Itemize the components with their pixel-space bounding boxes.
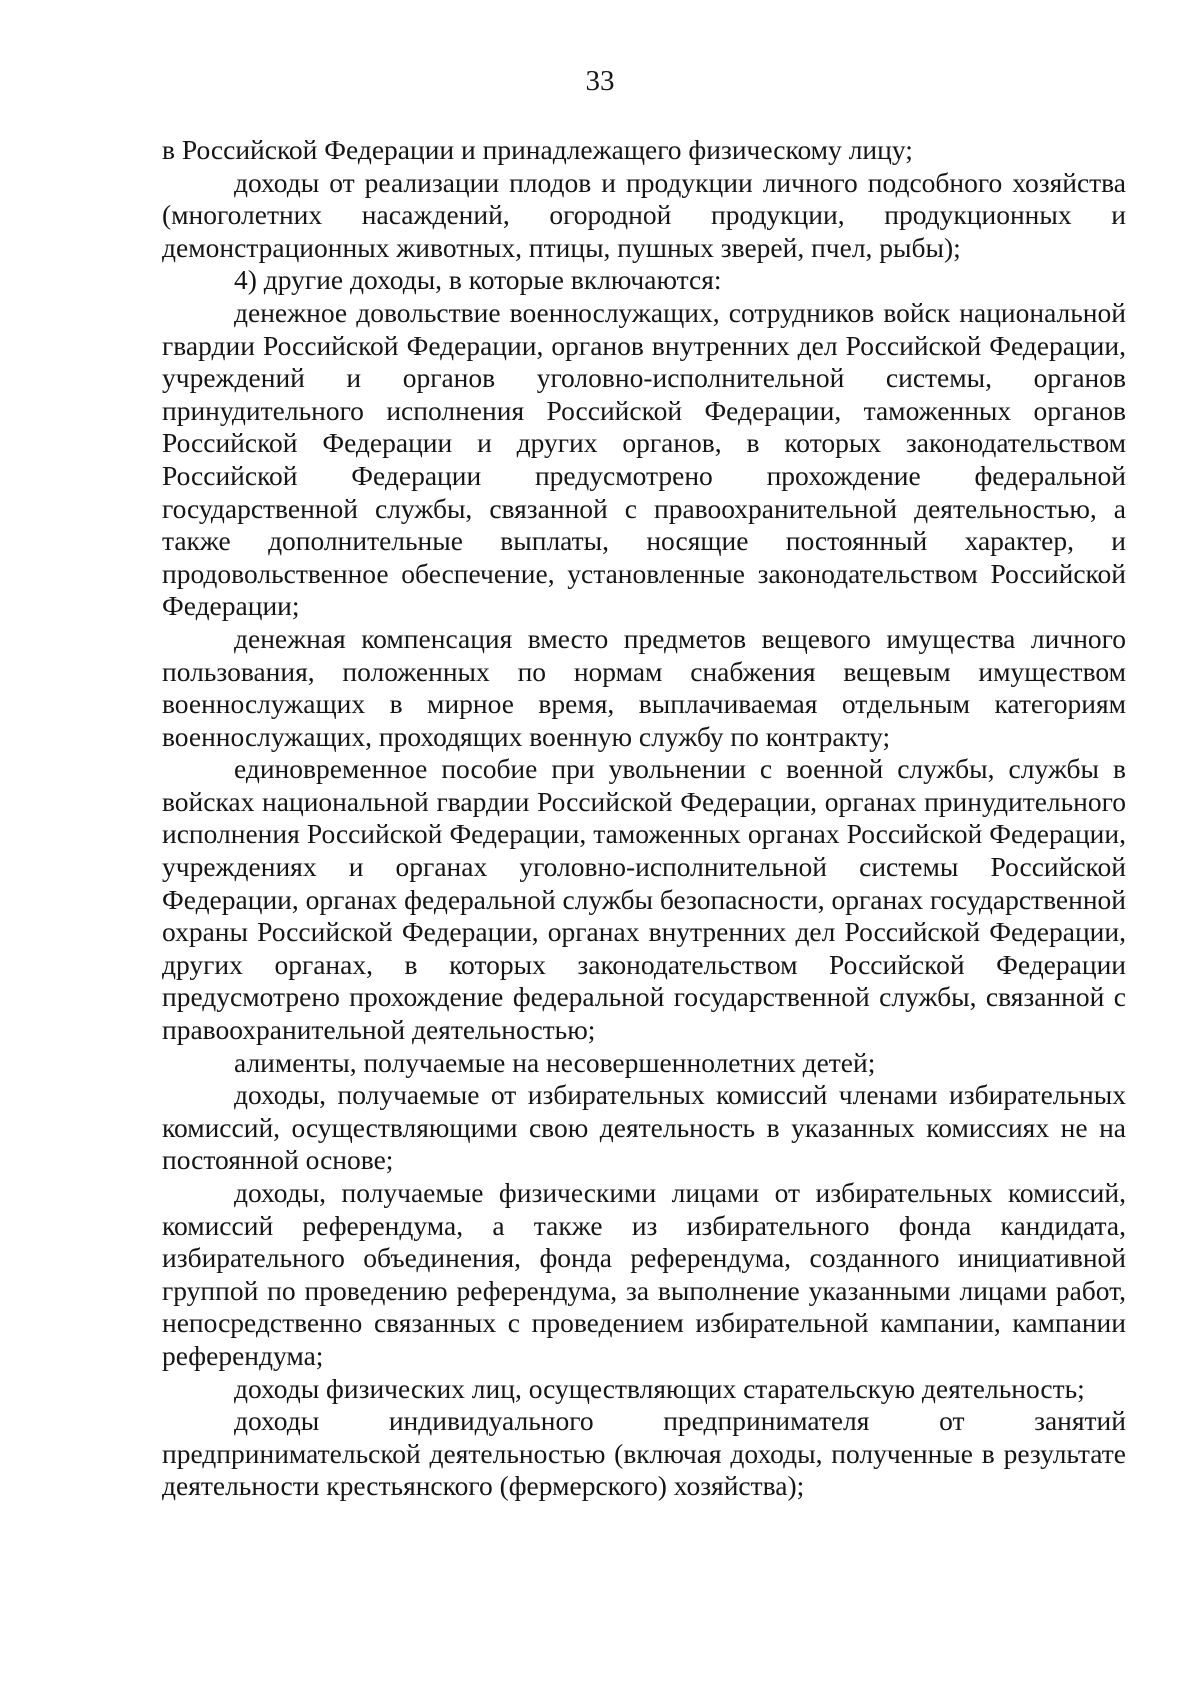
paragraph-election-funds-income: доходы, получаемые физическими лицами от избирательных комиссий, комиссий референдума, а также из избирательного фонда кандидата, избирательного объединения, фонда референдума, созданного инициативной группой по проведению референдума, за выполнение указанными лицами работ, непосредственно связанных с проведением избирательной кампании, кампании референдума; [162,1177,1126,1371]
paragraph-continuation: в Российской Федерации и принадлежащего физическому лицу; [162,134,913,165]
paragraph-entrepreneur-income: доходы индивидуального предпринимателя от занятий предпринимательской деятельностью (включая доходы, полученные в результате деятельности крестьянского (фермерского) хозяйства); [162,1405,1126,1502]
paragraph-election-commission-members: доходы, получаемые от избирательных комиссий членами избирательных комиссий, осуществляющими свою деятельность в указанных комиссиях не на постоянной основе; [162,1079,1126,1176]
paragraph-clothing-compensation: денежная компенсация вместо предметов вещевого имущества личного пользования, положенных по нормам снабжения вещевым имуществом военнослужащих в мирное время, выплачиваемая отдельным категориям военнослужащих, проходящих военную службу по контракту; [162,622,1126,752]
paragraph-household-plot-income: доходы от реализации плодов и продукции личного подсобного хозяйства (многолетних насаждений, огородной продукции, продукционных и демонстрационных животных, птицы, пушных зверей, пчел, рыбы); [162,166,1126,263]
paragraph-alimony: алименты, получаемые на несовершеннолетних детей; [234,1046,876,1078]
paragraph-severance-allowance: единовременное пособие при увольнении с военной службы, службы в войсках национальной гвардии Российской Федерации, органах принудительного исполнения Российской Федерации, таможенных органах Российской Федерации, учреждениях и органах уголовно-исполнительной системы Российской Федерации, органах федеральной службы безопасности, органах государственной охраны Российской Федерации, органах внутренних дел Российской Федерации, других органах, в которых законодательством Российской Федерации предусмотрено прохождение федеральной государственной службы, связанной с правоохранительной деятельностью; [162,753,1126,1046]
paragraph-other-income-heading: 4) другие доходы, в которые включаются: [234,264,722,296]
document-body [162,134,1126,1503]
page-number: 33 [585,65,615,97]
paragraph-prospecting-income: доходы физических лиц, осуществляющих старательскую деятельность; [234,1372,1085,1404]
paragraph-monetary-allowance: денежное довольствие военнослужащих, сотрудников войск национальной гвардии Российской Федерации, органов внутренних дел Российской Федерации, учреждений и органов уголовно-исполнительной системы, органов принудительного исполнения Российской Федерации, таможенных органов Российской Федерации и других органов, в которых законодательством Российской Федерации предусмотрено прохождение федеральной государственной службы, связанной с правоохранительной деятельностью, а также дополнительные выплаты, носящие постоянный характер, и продовольственное обеспечение, установленные законодательством Российской Федерации; [162,296,1126,622]
